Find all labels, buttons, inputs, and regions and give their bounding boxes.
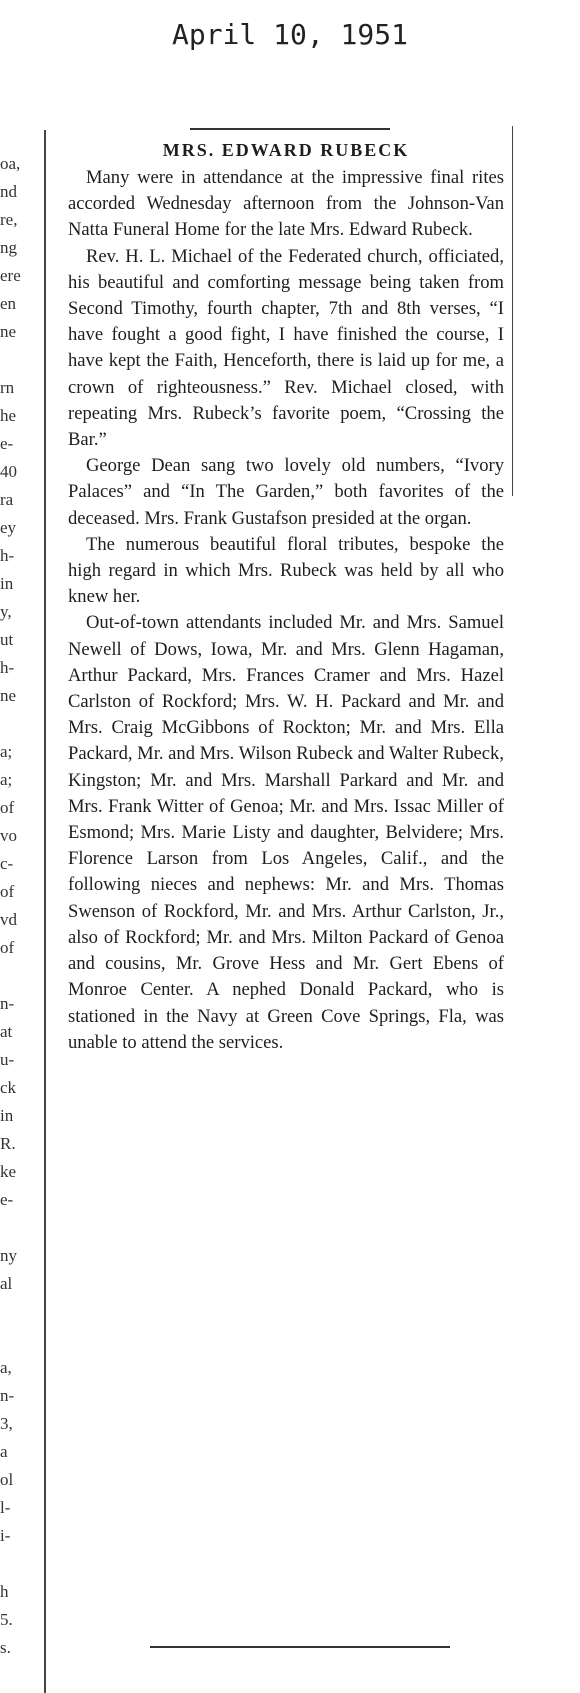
- fragment-line: ck: [0, 1078, 17, 1097]
- fragment-line: y,: [0, 602, 12, 621]
- fragment-line: [0, 962, 40, 990]
- fragment-line: c-: [0, 854, 14, 873]
- fragment-line: 40: [0, 462, 17, 481]
- fragment-line: in: [0, 574, 14, 593]
- column-divider-right: [512, 126, 513, 496]
- fragment-line: ne: [0, 322, 17, 341]
- fragment-line: h: [0, 1582, 9, 1601]
- fragment-line: rn: [0, 378, 15, 397]
- fragment-line: e-: [0, 434, 14, 453]
- date-line: April 10, 1951: [171, 18, 408, 51]
- article-body: [68, 165, 504, 1056]
- article-paragraph: The numerous beautiful floral tributes, bespoke the high regard in which Mrs. Rubeck was held by all who knew her.: [68, 533, 504, 608]
- adjacent-column-fragments: [0, 150, 40, 1662]
- fragment-line: ng: [0, 238, 17, 257]
- fragment-line: al: [0, 1274, 13, 1293]
- fragment-line: l-: [0, 1498, 11, 1517]
- fragment-line: 5.: [0, 1610, 13, 1629]
- fragment-line: ol: [0, 1470, 14, 1489]
- fragment-line: he: [0, 406, 17, 425]
- fragment-line: [0, 1298, 40, 1326]
- fragment-line: n-: [0, 994, 15, 1013]
- fragment-line: n-: [0, 1386, 15, 1405]
- article-paragraph: Out-of-town attendants included Mr. and Mrs. Samuel Newell of Dows, Iowa, Mr. and Mrs. Glenn Hagaman, Arthur Packard, Mrs. Frances Cramer and Mrs. Hazel Carlston of Rockford; Mrs. W. H. Packard and Mr. and Mrs. Craig McGibbons of Rockton; Mr. and Mrs. Ella Packard, Mr. and Mrs. Wilson Rubeck and Walter Rubeck, Kingston; Mr. and Mrs. Marshall Parkard and Mr. and Mrs. Frank Witter of Genoa; Mr. and Mrs. Issac Miller of Esmond; Mrs. Marie Listy and daughter, Belvidere; Mrs. Florence Larson from Los Angeles, Calif., and the following nieces and nephews: Mr. and Mrs. Thomas Swenson of Rockford, Mr. and Mrs. Arthur Carlston, Jr., also of Rockford; Mr. and Mrs. Milton Packard of Genoa and cousins, Mr. Grove Hess and Mr. Gert Ebens of Monroe Center. A nephed Donald Packard, who is stationed in the Navy at Green Cove Springs, Fla, was unable to attend the services.: [68, 612, 504, 1053]
- article-paragraph: Many were in attendance at the impressive final rites accorded Wednesday afternoon from the Johnson-Van Natta Funeral Home for the late Mrs. Edward Rubeck.: [68, 167, 504, 241]
- fragment-line: ra: [0, 490, 14, 509]
- fragment-line: h-: [0, 658, 15, 677]
- fragment-line: [0, 1550, 40, 1578]
- fragment-line: ut: [0, 630, 14, 649]
- fragment-line: h-: [0, 546, 15, 565]
- fragment-line: of: [0, 882, 15, 901]
- fragment-line: re,: [0, 210, 18, 229]
- fragment-line: of: [0, 798, 15, 817]
- fragment-line: a;: [0, 742, 13, 761]
- headline-rule-top: [190, 128, 390, 130]
- fragment-line: oa,: [0, 154, 21, 173]
- fragment-line: en: [0, 294, 17, 313]
- end-rule: [150, 1646, 450, 1648]
- fragment-line: at: [0, 1022, 13, 1041]
- fragment-line: a,: [0, 1358, 12, 1377]
- column-divider-left: [44, 130, 46, 1693]
- fragment-line: of: [0, 938, 15, 957]
- fragment-line: nd: [0, 182, 17, 201]
- fragment-line: ke: [0, 1162, 17, 1181]
- fragment-line: [0, 710, 40, 738]
- fragment-line: R.: [0, 1134, 16, 1153]
- fragment-line: i-: [0, 1526, 11, 1545]
- fragment-line: ne: [0, 686, 17, 705]
- fragment-line: ey: [0, 518, 17, 537]
- fragment-line: u-: [0, 1050, 15, 1069]
- fragment-line: e-: [0, 1190, 14, 1209]
- fragment-line: s.: [0, 1638, 11, 1657]
- fragment-line: in: [0, 1106, 14, 1125]
- fragment-line: vd: [0, 910, 17, 929]
- article-headline: MRS. EDWARD RUBECK: [162, 140, 410, 160]
- fragment-line: [0, 1214, 40, 1242]
- obituary-article: [68, 140, 504, 1056]
- fragment-line: ere: [0, 266, 21, 285]
- fragment-line: [0, 346, 40, 374]
- fragment-line: [0, 1326, 40, 1354]
- fragment-line: a: [0, 1442, 8, 1461]
- fragment-line: 3,: [0, 1414, 13, 1433]
- article-paragraph: Rev. H. L. Michael of the Federated church, officiated, his beautiful and comforting message being taken from Second Timothy, fourth chapter, 7th and 8th verses, “I have fought a good fight, I have finished the course, I have kept the Faith, Henceforth, there is laid up for me, a crown of righteousness.” Rev. Michael closed, with repeating Mrs. Rubeck’s favorite poem, “Crossing the Bar.”: [68, 245, 504, 451]
- fragment-line: vo: [0, 826, 17, 845]
- article-paragraph: George Dean sang two lovely old numbers, “Ivory Palaces” and “In The Garden,” both favorites of the deceased. Mrs. Frank Gustafson presided at the organ.: [68, 455, 504, 529]
- fragment-line: a;: [0, 770, 13, 789]
- fragment-line: ny: [0, 1246, 17, 1265]
